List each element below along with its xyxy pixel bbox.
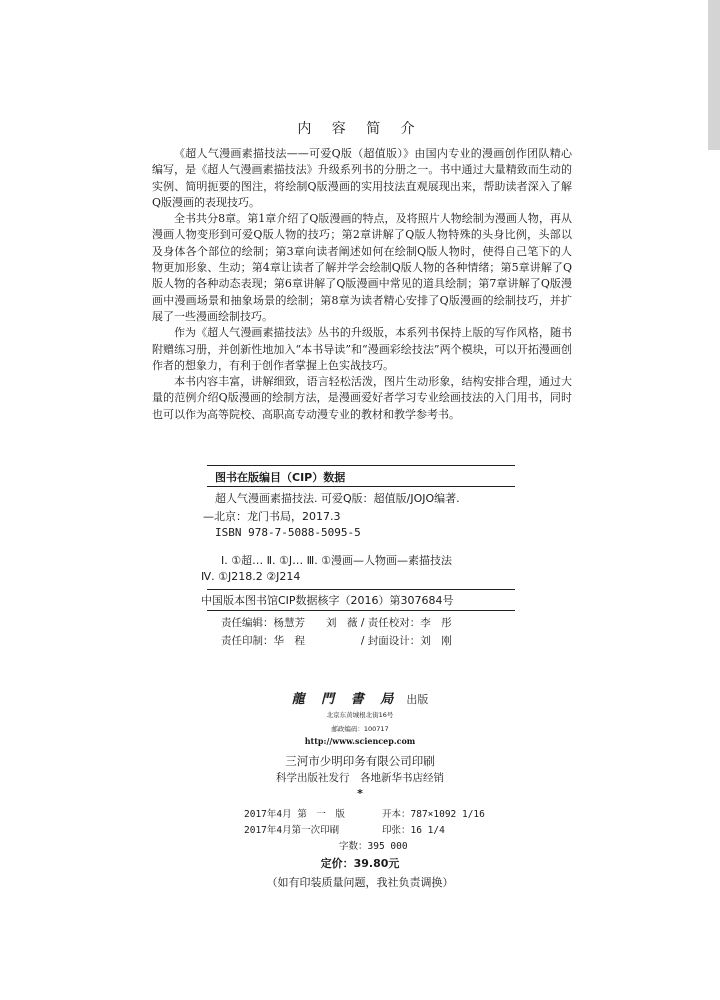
- cip-mid-rule: [207, 589, 515, 590]
- printing-line: 2017年4月第一次印刷: [244, 825, 340, 836]
- intro-paragraph-3: 作为《超人气漫画素描技法》丛书的升级版，本系列书保持上版的写作风格，随书附赠练习册，并创新性地加入“本书导读”和“漫画彩绘技法”两个模块，可以开拓漫画创作者的想象力，有利于创作者掌握上色实战技巧。: [152, 326, 572, 372]
- publisher-logo-row: [0, 688, 720, 707]
- edition-line: 2017年4月 第 一 版: [244, 809, 345, 820]
- staff-line-2: 责任印制：华 程 / 封面设计：刘 刚: [221, 635, 452, 647]
- separator-star: *: [357, 787, 363, 800]
- cip-isbn: ISBN 978-7-5088-5095-5: [215, 526, 361, 539]
- cip-heading: 图书在版编目（CIP）数据: [215, 471, 346, 484]
- intro-paragraph-2: 全书共分8章。第1章介绍了Q版漫画的特点，及将照片人物绘制为漫画人物，再从漫画人物变形到可爱Q版人物的技巧；第2章讲解了Q版人物特殊的头身比例，头部以及身体各个部位的绘制；第3章向读者阐述如何在绘制Q版人物时，使得自己笔下的人物更加形象、生动；第4章让读者了解并学会绘制Q版人物的各种情绪；第5章讲解了Q版人物的各种动态表现；第6章讲解了Q版漫画中常见的道具绘制；第7章讲解了Q版漫画中漫画场景和抽象场景的绘制；第8章为读者精心安排了Q版漫画的绘制技巧，并扩展了一些漫画绘制技巧。: [152, 212, 572, 323]
- cip-publisher-line: —北京：龙门书局，2017.3: [203, 510, 341, 523]
- words-line: 字数：395 000: [339, 841, 408, 852]
- staff-line-1: 责任编辑：杨慧芳 刘 薇 / 责任校对：李 彤: [221, 617, 452, 629]
- cip-top-rule: [207, 465, 515, 466]
- publisher-postcode: 邮政编码：100717: [331, 725, 389, 733]
- publisher-logo-suffix: 出版: [406, 693, 429, 706]
- intro-paragraph-1: 《超人气漫画素描技法——可爱Q版（超值版）》由国内专业的漫画创作团队精心编写，是《超人气漫画素描技法》升级系列书的分册之一。书中通过大量精致而生动的实例、简明扼要的图注，将绘制Q版漫画的实用技法直观展现出来，帮助读者深入了解Q版漫画的表现技巧。: [152, 147, 572, 209]
- cip-number: 中国版本图书馆CIP数据核字（2016）第307684号: [201, 594, 454, 607]
- publisher-url: http://www.sciencep.com: [304, 736, 416, 746]
- cip-class-line-1: Ⅰ. ①超… Ⅱ. ①J… Ⅲ. ①漫画—人物画—素描技法: [221, 554, 453, 567]
- cip-class-line-2: Ⅳ. ①J218.2 ②J214: [201, 570, 301, 583]
- format-line: 开本：787×1092 1/16: [382, 809, 485, 820]
- cip-heading-rule: [207, 486, 515, 487]
- cip-bottom-rule: [207, 610, 515, 611]
- intro-section: [152, 146, 572, 423]
- page-title: 内 容 简 介: [297, 121, 423, 137]
- publisher-logo: 龍 門 書 局: [291, 692, 400, 707]
- publisher-address: 北京东黄城根北街16号: [326, 711, 394, 719]
- price-line: 定价：39.80元: [320, 857, 400, 870]
- distribution-line: 科学出版社发行 各地新华书店经销: [276, 772, 444, 784]
- sheets-line: 印张：16 1/4: [382, 825, 445, 836]
- printer-line: 三河市少明印务有限公司印刷: [285, 754, 435, 768]
- cip-book-line: 超人气漫画素描技法. 可爱Q版：超值版/JOJO编著.: [215, 492, 460, 505]
- notice-line: （如有印装质量问题，我社负责调换）: [266, 876, 454, 889]
- intro-paragraph-4: 本书内容丰富，讲解细致，语言轻松活泼，图片生动形象，结构安排合理，通过大量的范例介绍Q版漫画的绘制方法，是漫画爱好者学习专业绘画技法的入门用书，同时也可以作为高等院校、高职高专动漫专业的教材和教学参考书。: [152, 375, 572, 421]
